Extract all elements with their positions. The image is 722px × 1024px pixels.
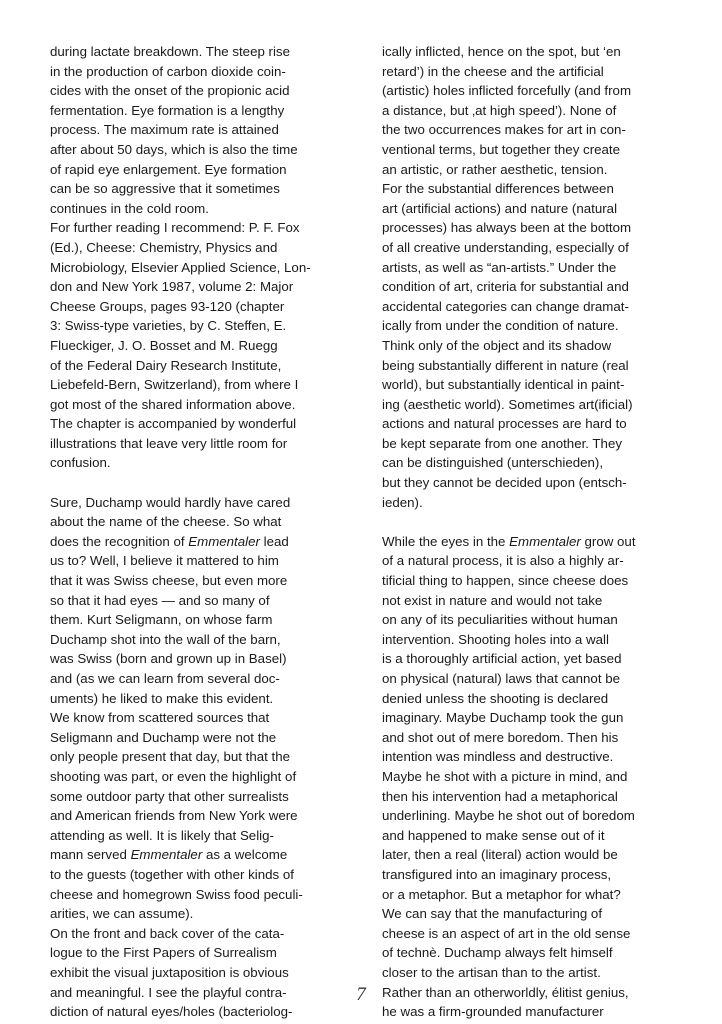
text-line: an artistic, or rather aesthetic, tension. (382, 161, 608, 177)
text-line: he was a firm-grounded manufacturer (382, 1004, 604, 1020)
text-line: exhibit the visual juxtaposition is obvious (50, 964, 289, 980)
text-line: Maybe he shot with a picture in mind, and (382, 768, 628, 784)
text-line: logue to the First Papers of Surrealism (50, 945, 277, 961)
text-line: On the front and back cover of the cata- (50, 925, 285, 941)
text-line: accidental categories can change dramat- (382, 298, 629, 314)
text-line: about the name of the cheese. So what (50, 514, 282, 530)
emphasis-emmentaler: Emmentaler (188, 533, 260, 549)
text-line: ing (aesthetic world). Sometimes art(ificial) (382, 396, 633, 412)
paragraph (50, 42, 346, 473)
text-line: process. The maximum rate is attained (50, 122, 279, 138)
text-fragment: While the eyes in the (382, 533, 510, 549)
text-line: and happened to make sense out of it (382, 827, 605, 843)
text-line: (artistic) holes inflicted forcefully (and from (382, 83, 632, 99)
text-line: retard’) in the cheese and the artificial (382, 63, 604, 79)
text-line: ically inflicted, hence on the spot, but ‘en (382, 44, 621, 59)
text-line: Sure, Duchamp would hardly have cared (50, 494, 291, 510)
text-line: later, then a real (literal) action would be (382, 847, 618, 863)
text-line: and meaningful. I see the playful contra- (50, 984, 287, 1000)
text-line: actions and natural processes are hard to (382, 416, 627, 432)
text-fragment: as a welcome (202, 847, 288, 863)
text-line: (Ed.), Cheese: Chemistry, Physics and (50, 239, 278, 255)
text-line: denied unless the shooting is declared (382, 690, 609, 706)
text-line: For further reading I recommend: P. F. Fox (50, 220, 300, 236)
text-line: intention was mindless and destructive. (382, 749, 614, 765)
text-line: The chapter is accompanied by wonderful (50, 416, 297, 432)
text-line: intervention. Shooting holes into a wall (382, 631, 609, 647)
text-line (50, 845, 346, 865)
text-line: We know from scattered sources that (50, 710, 270, 726)
text-line: be kept separate from one another. They (382, 435, 622, 451)
text-line: tificial thing to happen, since cheese does (382, 573, 629, 589)
text-line: us to? Well, I believe it mattered to him (50, 553, 279, 569)
text-line: Microbiology, Elsevier Applied Science, Lon- (50, 259, 311, 275)
text-line: that it was Swiss cheese, but even more (50, 573, 288, 589)
text-line: ieden). (382, 494, 423, 510)
text-line (50, 532, 346, 552)
page-number: 7 (356, 984, 366, 1005)
text-line: Flueckiger, J. O. Bosset and M. Ruegg (50, 337, 278, 353)
text-line: condition of art, criteria for substantial and (382, 279, 629, 295)
left-column (50, 42, 346, 1022)
text-line: artists, as well as “an-artists.” Under the (382, 259, 617, 275)
text-line: don and New York 1987, volume 2: Major (50, 279, 294, 295)
text-line: underlining. Maybe he shot out of boredom (382, 808, 635, 824)
text-line: Rather than an otherworldly, élitist genius, (382, 984, 629, 1000)
text-line: or a metaphor. But a metaphor for what? (382, 886, 621, 902)
text-line: of a natural process, it is also a highly ar- (382, 553, 624, 569)
text-line: We can say that the manufacturing of (382, 906, 603, 922)
text-line: ventional terms, but together they create (382, 141, 621, 157)
text-line: some outdoor party that other surrealists (50, 788, 289, 804)
text-line: transfigured into an imaginary process, (382, 866, 612, 882)
text-line: of rapid eye enlargement. Eye formation (50, 161, 287, 177)
text-line: cheese is an aspect of art in the old sense (382, 925, 631, 941)
text-line: Seligmann and Duchamp were not the (50, 729, 277, 745)
text-fragment: does the recognition of (50, 533, 189, 549)
text-line: and American friends from New York were (50, 808, 298, 824)
text-line: uments) he liked to make this evident. (50, 690, 274, 706)
text-line: Think only of the object and its shadow (382, 337, 612, 353)
text-line: of technè. Duchamp always felt himself (382, 945, 613, 961)
text-line: cheese and homegrown Swiss food peculi- (50, 886, 303, 902)
text-line: got most of the shared information above. (50, 396, 296, 412)
text-line: Cheese Groups, pages 93-120 (chapter (50, 298, 285, 314)
text-line: closer to the artisan than to the artist. (382, 964, 601, 980)
text-line: imaginary. Maybe Duchamp took the gun (382, 710, 624, 726)
text-line: not exist in nature and would not take (382, 592, 603, 608)
paragraph (50, 493, 346, 1022)
emphasis-emmentaler: Emmentaler (130, 847, 203, 863)
text-line: was Swiss (born and grown up in Basel) (50, 651, 287, 667)
text-line: can be so aggressive that it sometimes (50, 181, 280, 197)
text-fragment: grow out (580, 533, 636, 549)
text-line: cides with the onset of the propionic acid (50, 83, 290, 99)
text-line: only people present that day, but that the (50, 749, 291, 765)
right-column (382, 42, 678, 1022)
text-line: ically from under the condition of nature. (382, 318, 619, 334)
text-line: diction of natural eyes/holes (bacteriolog- (50, 1004, 293, 1020)
text-line: arities, we can assume). (50, 906, 194, 922)
text-line: being substantially different in nature (real (382, 357, 629, 373)
text-line: but they cannot be decided upon (entsch- (382, 475, 627, 491)
text-line: is a thoroughly artificial action, yet based (382, 651, 622, 667)
paragraph (382, 42, 678, 512)
text-line: processes) has always been at the bottom (382, 220, 632, 236)
text-line: after about 50 days, which is also the time (50, 141, 298, 157)
text-line: world), but substantially identical in paint- (382, 377, 625, 393)
text-line: continues in the cold room. (50, 200, 209, 216)
text-fragment: lead (259, 533, 289, 549)
paragraph-gap (50, 473, 346, 493)
text-line: during lactate breakdown. The steep rise (50, 44, 290, 59)
text-line: then his intervention had a metaphorical (382, 788, 618, 804)
text-line: For the substantial differences between (382, 181, 614, 197)
paragraph-gap (382, 512, 678, 532)
text-line: of the Federal Dairy Research Institute, (50, 357, 282, 373)
text-line: illustrations that leave very little room for (50, 435, 288, 451)
emphasis-emmentaler: Emmentaler (509, 533, 581, 549)
text-line: in the production of carbon dioxide coin- (50, 63, 286, 79)
paragraph (382, 532, 678, 1022)
text-line: the two occurrences makes for art in con- (382, 122, 626, 138)
text-line: art (artificial actions) and nature (natural (382, 200, 618, 216)
text-line (382, 532, 678, 552)
text-fragment: mann served (50, 847, 131, 863)
text-line: them. Kurt Seligmann, on whose farm (50, 612, 273, 628)
text-line: on physical (natural) laws that cannot be (382, 671, 621, 686)
text-line: to the guests (together with other kinds of (50, 866, 294, 882)
text-line: attending as well. It is likely that Selig- (50, 827, 274, 843)
text-line: can be distinguished (unterschieden), (382, 455, 604, 471)
text-line: on any of its peculiarities without human (382, 612, 618, 628)
text-line: and (as we can learn from several doc- (50, 671, 280, 686)
text-line: and shot out of mere boredom. Then his (382, 729, 619, 745)
text-line: Duchamp shot into the wall of the barn, (50, 631, 281, 647)
text-line: Liebefeld-Bern, Switzerland), from where I (50, 377, 299, 393)
text-line: 3: Swiss-type varieties, by C. Steffen, E. (50, 318, 287, 334)
text-line: so that it had eyes — and so many of (50, 592, 270, 608)
text-line: shooting was part, or even the highlight of (50, 768, 297, 784)
text-line: fermentation. Eye formation is a lengthy (50, 102, 285, 118)
text-line: of all creative understanding, especially of (382, 239, 629, 255)
text-line: confusion. (50, 455, 111, 471)
text-line: a distance, but ‚at high speed’). None of (382, 102, 617, 118)
